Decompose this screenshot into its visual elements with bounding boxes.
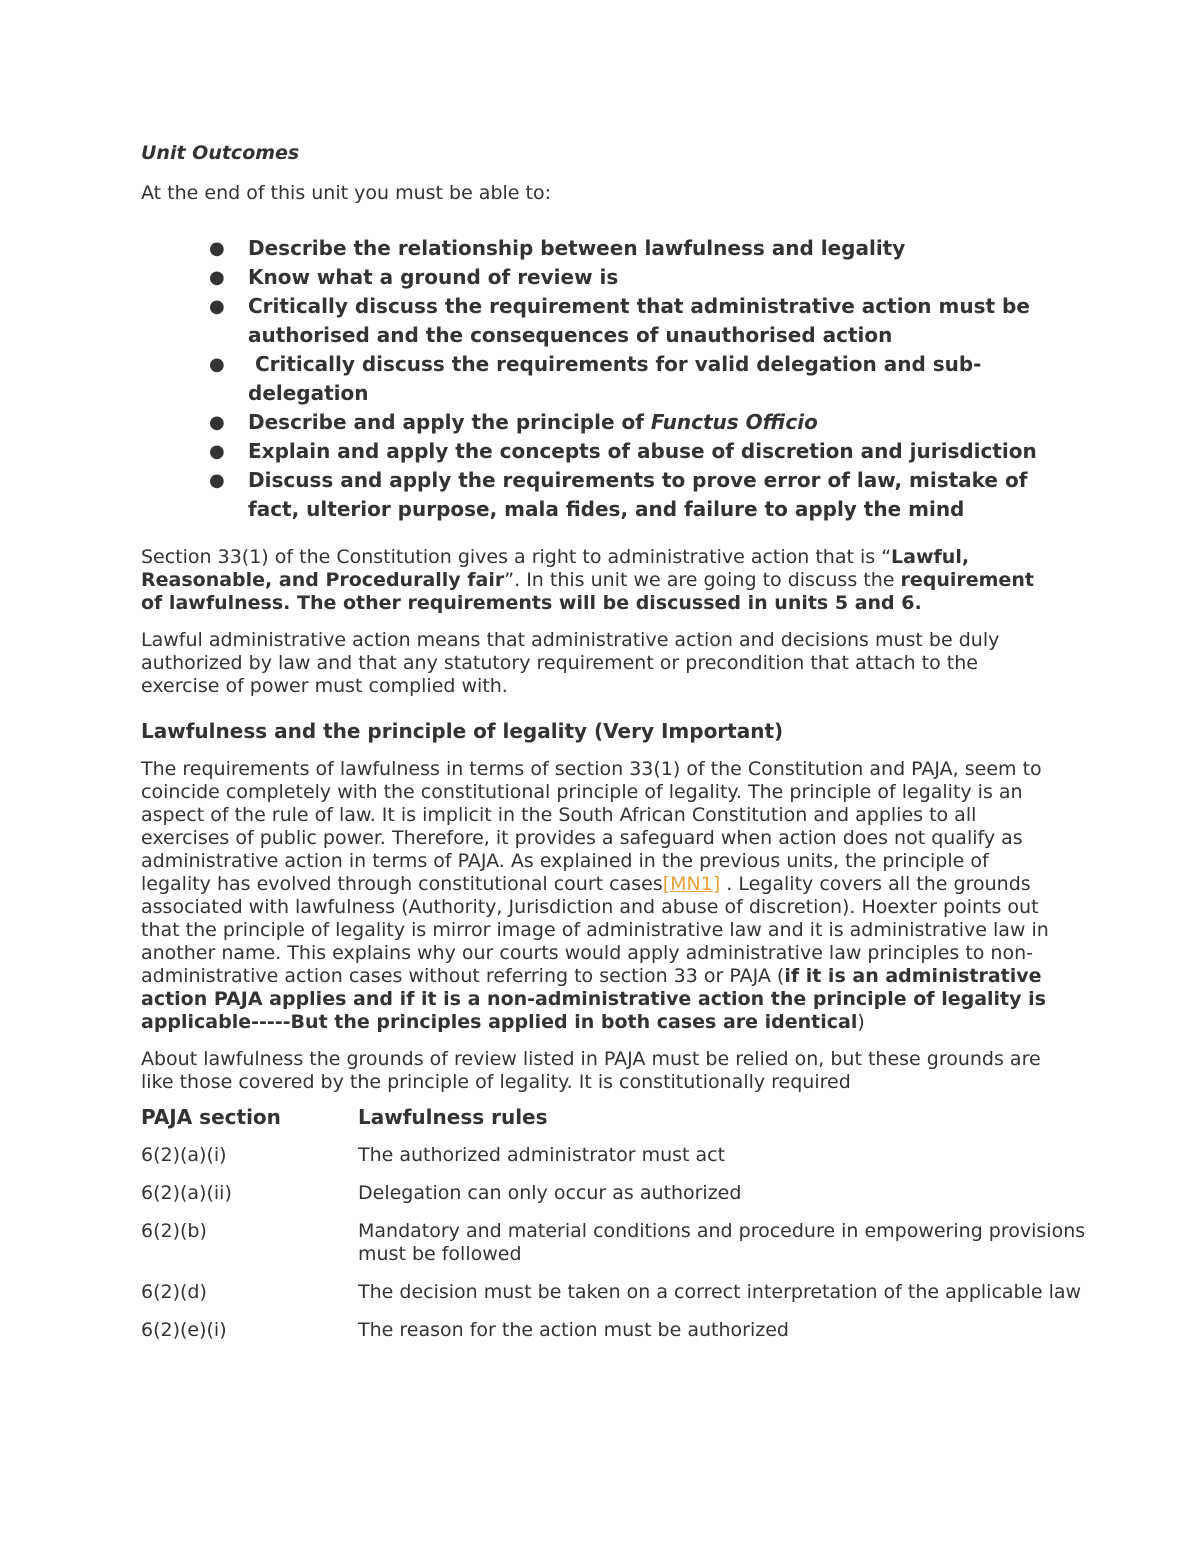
bullet-icon: ● — [209, 441, 225, 462]
list-item: ● Explain and apply the concepts of abuse of discretion and jurisdiction — [141, 437, 1061, 466]
comment-reference-link[interactable]: [MN1] — [662, 873, 721, 895]
table-cell: 6(2)(a)(i) — [141, 1144, 227, 1166]
table-cell: Mandatory and material conditions and procedure in empowering provisions must be followed — [358, 1220, 1086, 1265]
table-row — [141, 1319, 1121, 1342]
table-cell: 6(2)(e)(i) — [141, 1319, 227, 1341]
table-cell: 6(2)(a)(ii) — [141, 1182, 232, 1204]
legality-paragraph: The requirements of lawfulness in terms of section 33(1) of the Constitution and PAJA, seem to coincide completely with the constitutional principle of legality. The principle of legality is an aspect of the rule of law. It is implicit in the South African Constitution and applies to all exercises of public power. Therefore, it provides a safeguard when action does not qualify as administrative action in terms of PAJA. As explained in the previous units, the principle of legality has evolved through constitutional court cases[MN1] . Legality covers all the grounds associated with lawfulness (Authority, Jurisdiction and abuse of discretion). Hoexter points out that the principle of legality is mirror image of administrative law and it is administrative law in another name. This explains why our courts would apply administrative law principles to non-administrative action cases without referring to section 33 or PAJA (if it is an administrative action PAJA applies and if it is a non-administrative action the principle of legality is applicable-----But the principles applied in both cases are identical) — [141, 758, 1055, 1033]
table-cell: The decision must be taken on a correct interpretation of the applicable law — [358, 1281, 1082, 1303]
bullet-icon: ● — [209, 238, 225, 259]
table-row — [141, 1220, 1121, 1266]
table-header-row — [141, 1106, 1121, 1129]
bullet-icon: ● — [209, 412, 225, 433]
document-page — [141, 140, 1086, 1357]
list-item: ● Describe and apply the principle of Functus Officio — [141, 408, 1061, 437]
legality-heading: Lawfulness and the principle of legality (Very Important) — [141, 719, 784, 743]
table-header-cell: PAJA section — [141, 1105, 281, 1129]
table-cell: The authorized administrator must act — [358, 1144, 726, 1166]
table-header-cell: Lawfulness rules — [358, 1105, 548, 1129]
table-cell: 6(2)(b) — [141, 1220, 207, 1242]
table-cell: Delegation can only occur as authorized — [358, 1182, 742, 1204]
bullet-icon: ● — [209, 296, 225, 317]
list-item: ● Critically discuss the requirements for valid delegation and sub-delegation — [209, 352, 982, 405]
bullet-icon: ● — [209, 267, 225, 288]
bullet-icon: ● — [209, 470, 225, 491]
lawful-action-paragraph: Lawful administrative action means that administrative action and decisions must be duly authorized by law and that any statutory requirement or precondition that attach to the exercise of power must complied with. — [141, 629, 1000, 697]
bullet-icon: ● — [209, 354, 225, 375]
table-row — [141, 1144, 1121, 1167]
list-item: ● Critically discuss the requirement that administrative action must be authorised and the consequences of unauthorised action — [209, 294, 1030, 347]
table-cell: The reason for the action must be authorized — [358, 1319, 789, 1341]
table-cell: 6(2)(d) — [141, 1281, 207, 1303]
table-row — [141, 1182, 1121, 1205]
unit-outcomes-title: Unit Outcomes — [141, 142, 300, 164]
outcomes-list — [141, 234, 1061, 524]
about-lawfulness-paragraph: About lawfulness the grounds of review listed in PAJA must be relied on, but these grounds are like those covered by the principle of legality. It is constitutionally required — [141, 1048, 1041, 1093]
functus-officio-term: Functus Officio — [650, 410, 818, 434]
paja-lawfulness-table — [141, 1106, 1121, 1342]
unit-intro-text: At the end of this unit you must be able to: — [141, 182, 551, 204]
section33-paragraph: Section 33(1) of the Constitution gives a right to administrative action that is “Lawful, Reasonable, and Procedurally fair”. In this unit we are going to discuss the requirement of lawfulness. The other requirements will be discussed in units 5 and 6. — [141, 546, 1034, 614]
table-row — [141, 1281, 1121, 1304]
list-item: ● Know what a ground of review is — [141, 263, 1061, 292]
list-item: ● Describe the relationship between lawfulness and legality — [141, 234, 1061, 263]
list-item: ● Discuss and apply the requirements to prove error of law, mistake of fact, ulterior purpose, mala fides, and failure to apply the mind — [209, 468, 1028, 521]
